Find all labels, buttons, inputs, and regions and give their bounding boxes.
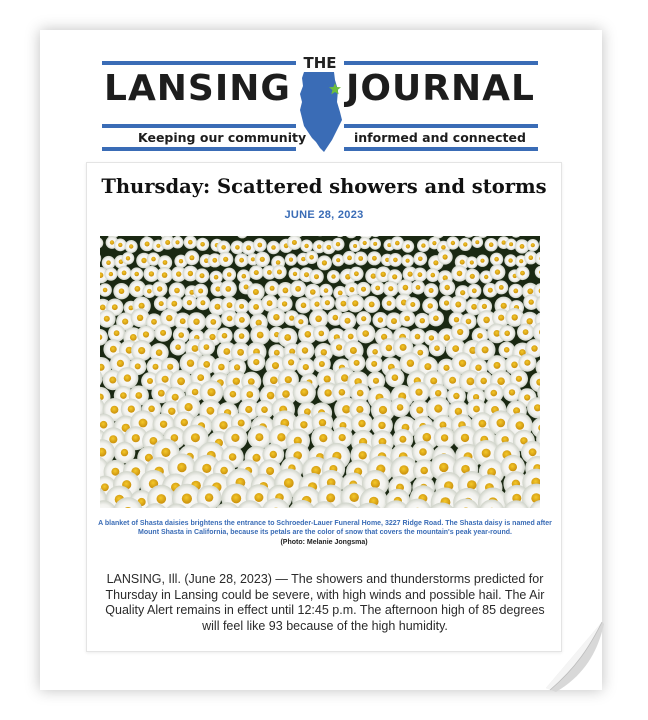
daisy-flower <box>494 280 508 294</box>
daisy-flower <box>157 267 173 283</box>
daisy-flower <box>517 324 534 341</box>
daisy-flower <box>313 325 330 342</box>
daisy-flower <box>465 269 480 284</box>
daisy-flower <box>130 267 143 280</box>
daisy-flower <box>476 255 488 267</box>
daisy-flower <box>247 283 265 301</box>
masthead-the: THE <box>303 54 337 72</box>
article-card <box>86 162 562 652</box>
daisy-flower <box>408 382 429 403</box>
daisy-flower <box>385 368 404 387</box>
daisy-flower <box>417 239 430 252</box>
daisy-flower <box>125 240 138 253</box>
daisy-flower <box>369 238 381 250</box>
daisy-flower <box>413 268 427 282</box>
daisy-flower <box>317 255 332 270</box>
daisy-flower <box>509 284 523 298</box>
daisy-flower <box>247 353 265 371</box>
daisy-flower <box>297 358 316 377</box>
daisy-flower <box>518 354 536 372</box>
daisy-flower <box>117 266 131 280</box>
daisy-flower <box>140 237 155 252</box>
daisy-flower <box>116 367 138 389</box>
daisy-flower <box>405 297 420 312</box>
daisy-flower <box>131 340 152 361</box>
daisy-flower <box>415 313 431 329</box>
daisy-flower <box>249 265 264 280</box>
page-curl-icon <box>546 620 606 694</box>
daisy-flower <box>250 325 270 345</box>
daisy-flower <box>332 254 344 266</box>
daisy-flower <box>122 252 135 265</box>
daisy-flower <box>413 252 427 266</box>
daisy-flower <box>255 252 270 267</box>
daisy-flower <box>235 253 249 267</box>
daisy-flower <box>426 268 440 282</box>
daisy-flower <box>305 251 318 264</box>
daisy-flower <box>267 308 286 327</box>
daisy-flower <box>459 238 472 251</box>
daisy-flower <box>359 237 371 249</box>
daisy-flower <box>466 256 478 268</box>
masthead-rule-bottom-left <box>102 147 296 151</box>
daisy-flower <box>363 296 380 313</box>
daisy-flower <box>438 249 453 264</box>
photo-credit: (Photo: Melanie Jongsma) <box>280 539 368 546</box>
daisy-flower <box>216 328 232 344</box>
daisy-flower <box>196 295 211 310</box>
photo-caption: A blanket of Shasta daisies brightens the entrance to Schroeder-Lauer Funeral Home, 3227 Ridge Road. The Shasta daisy is named after Mount Shasta in California, because its petals are the color of snow that covers the mountain's peak year-round. <box>98 520 552 536</box>
daisy-flower <box>366 355 383 372</box>
daisy-flower <box>198 339 215 356</box>
daisy-flower <box>354 252 368 266</box>
daisy-flower <box>220 280 237 297</box>
daisy-flower <box>382 296 397 311</box>
daisy-flower <box>102 256 116 270</box>
masthead-rule-top-right <box>344 61 538 65</box>
daisy-flower <box>234 312 251 329</box>
daisy-flower <box>516 266 530 280</box>
daisy-flower <box>205 314 222 331</box>
masthead-rule-top-left <box>102 61 296 65</box>
daisy-flower <box>349 267 363 281</box>
masthead-rule-mid-right <box>344 124 538 128</box>
daisy-flower <box>451 265 467 281</box>
daisy-flower <box>171 236 183 248</box>
daisy-flower <box>108 325 125 342</box>
daisy-flower <box>428 310 444 326</box>
daisy-flower <box>309 269 324 284</box>
masthead-rule-mid-left <box>102 124 296 128</box>
daisy-flower <box>253 238 267 252</box>
daisy-flower <box>504 254 517 267</box>
daisy-flower <box>187 312 206 331</box>
daisy-flower <box>424 283 439 298</box>
daisy-flower <box>402 240 415 253</box>
daisy-flower <box>104 268 117 281</box>
daisy-flower <box>472 236 484 248</box>
daisy-flower <box>371 281 385 295</box>
article-date: JUNE 28, 2023 <box>284 209 364 221</box>
article-photo <box>100 236 540 508</box>
daisy-flower <box>234 328 250 344</box>
illinois-state-icon <box>298 68 344 154</box>
daisy-flower <box>267 241 280 254</box>
daisy-flower <box>451 323 469 341</box>
daisy-flower <box>152 281 168 297</box>
daisy-flower <box>367 251 381 265</box>
daisy-field-image <box>100 236 540 508</box>
daisy-flower <box>399 310 416 327</box>
daisy-flower <box>332 238 345 251</box>
daisy-flower <box>490 264 506 280</box>
daisy-flower <box>429 340 445 356</box>
masthead-tagline-left: Keeping our community <box>138 130 307 145</box>
daisy-flower <box>490 253 503 266</box>
daisy-flower <box>185 250 200 265</box>
masthead-name-right: JOURNAL <box>346 68 535 109</box>
daisy-flower <box>401 254 414 267</box>
daisy-flower <box>170 339 187 356</box>
daisy-flower <box>218 252 233 267</box>
daisy-flower <box>290 280 307 297</box>
daisy-flower <box>196 238 209 251</box>
daisy-flower <box>114 239 127 252</box>
daisy-flower <box>182 295 197 310</box>
masthead-name-left: LANSING <box>104 68 291 109</box>
masthead <box>102 54 538 148</box>
daisy-flower <box>300 240 313 253</box>
daisy-flower <box>467 284 481 298</box>
daisy-flower <box>285 253 297 265</box>
daisy-flower <box>527 239 539 251</box>
article-headline[interactable]: Thursday: Scattered showers and storms <box>101 175 547 198</box>
daisy-flower <box>411 280 425 294</box>
daisy-flower <box>113 283 129 299</box>
daisy-flower <box>390 398 410 418</box>
article-body: LANSING, Ill. (June 28, 2023) — The showers and thunderstorms predicted for Thursday in Lansing could be severe, with high winds and possible hail. The Air Quality Alert remains in effect until 12:45 p.m. The afternoon high of 85 degrees will feel like 93 because of the high humidity. <box>105 572 545 633</box>
daisy-flower <box>195 268 210 283</box>
daisy-flower <box>293 381 316 404</box>
daisy-flower <box>356 324 376 344</box>
masthead-rule-bottom-right <box>344 147 538 151</box>
daisy-flower <box>346 294 364 312</box>
daisy-flower <box>450 296 468 314</box>
daisy-flower <box>446 236 459 249</box>
daisy-flower <box>320 295 335 310</box>
document-page <box>40 30 602 690</box>
daisy-flower <box>339 312 356 329</box>
daisy-flower <box>389 253 403 267</box>
daisy-flower <box>295 297 311 313</box>
masthead-tagline-right: informed and connected <box>354 130 526 145</box>
daisy-flower <box>439 280 455 296</box>
daisy-flower <box>327 270 340 283</box>
daisy-flower <box>356 282 371 297</box>
daisy-flower <box>154 324 172 342</box>
daisy-flower <box>383 281 399 297</box>
daisy-flower <box>184 236 197 249</box>
daisy-flower <box>222 268 236 282</box>
daisy-flower <box>499 325 515 341</box>
daisy-flower <box>272 265 287 280</box>
daisy-flower <box>485 238 498 251</box>
